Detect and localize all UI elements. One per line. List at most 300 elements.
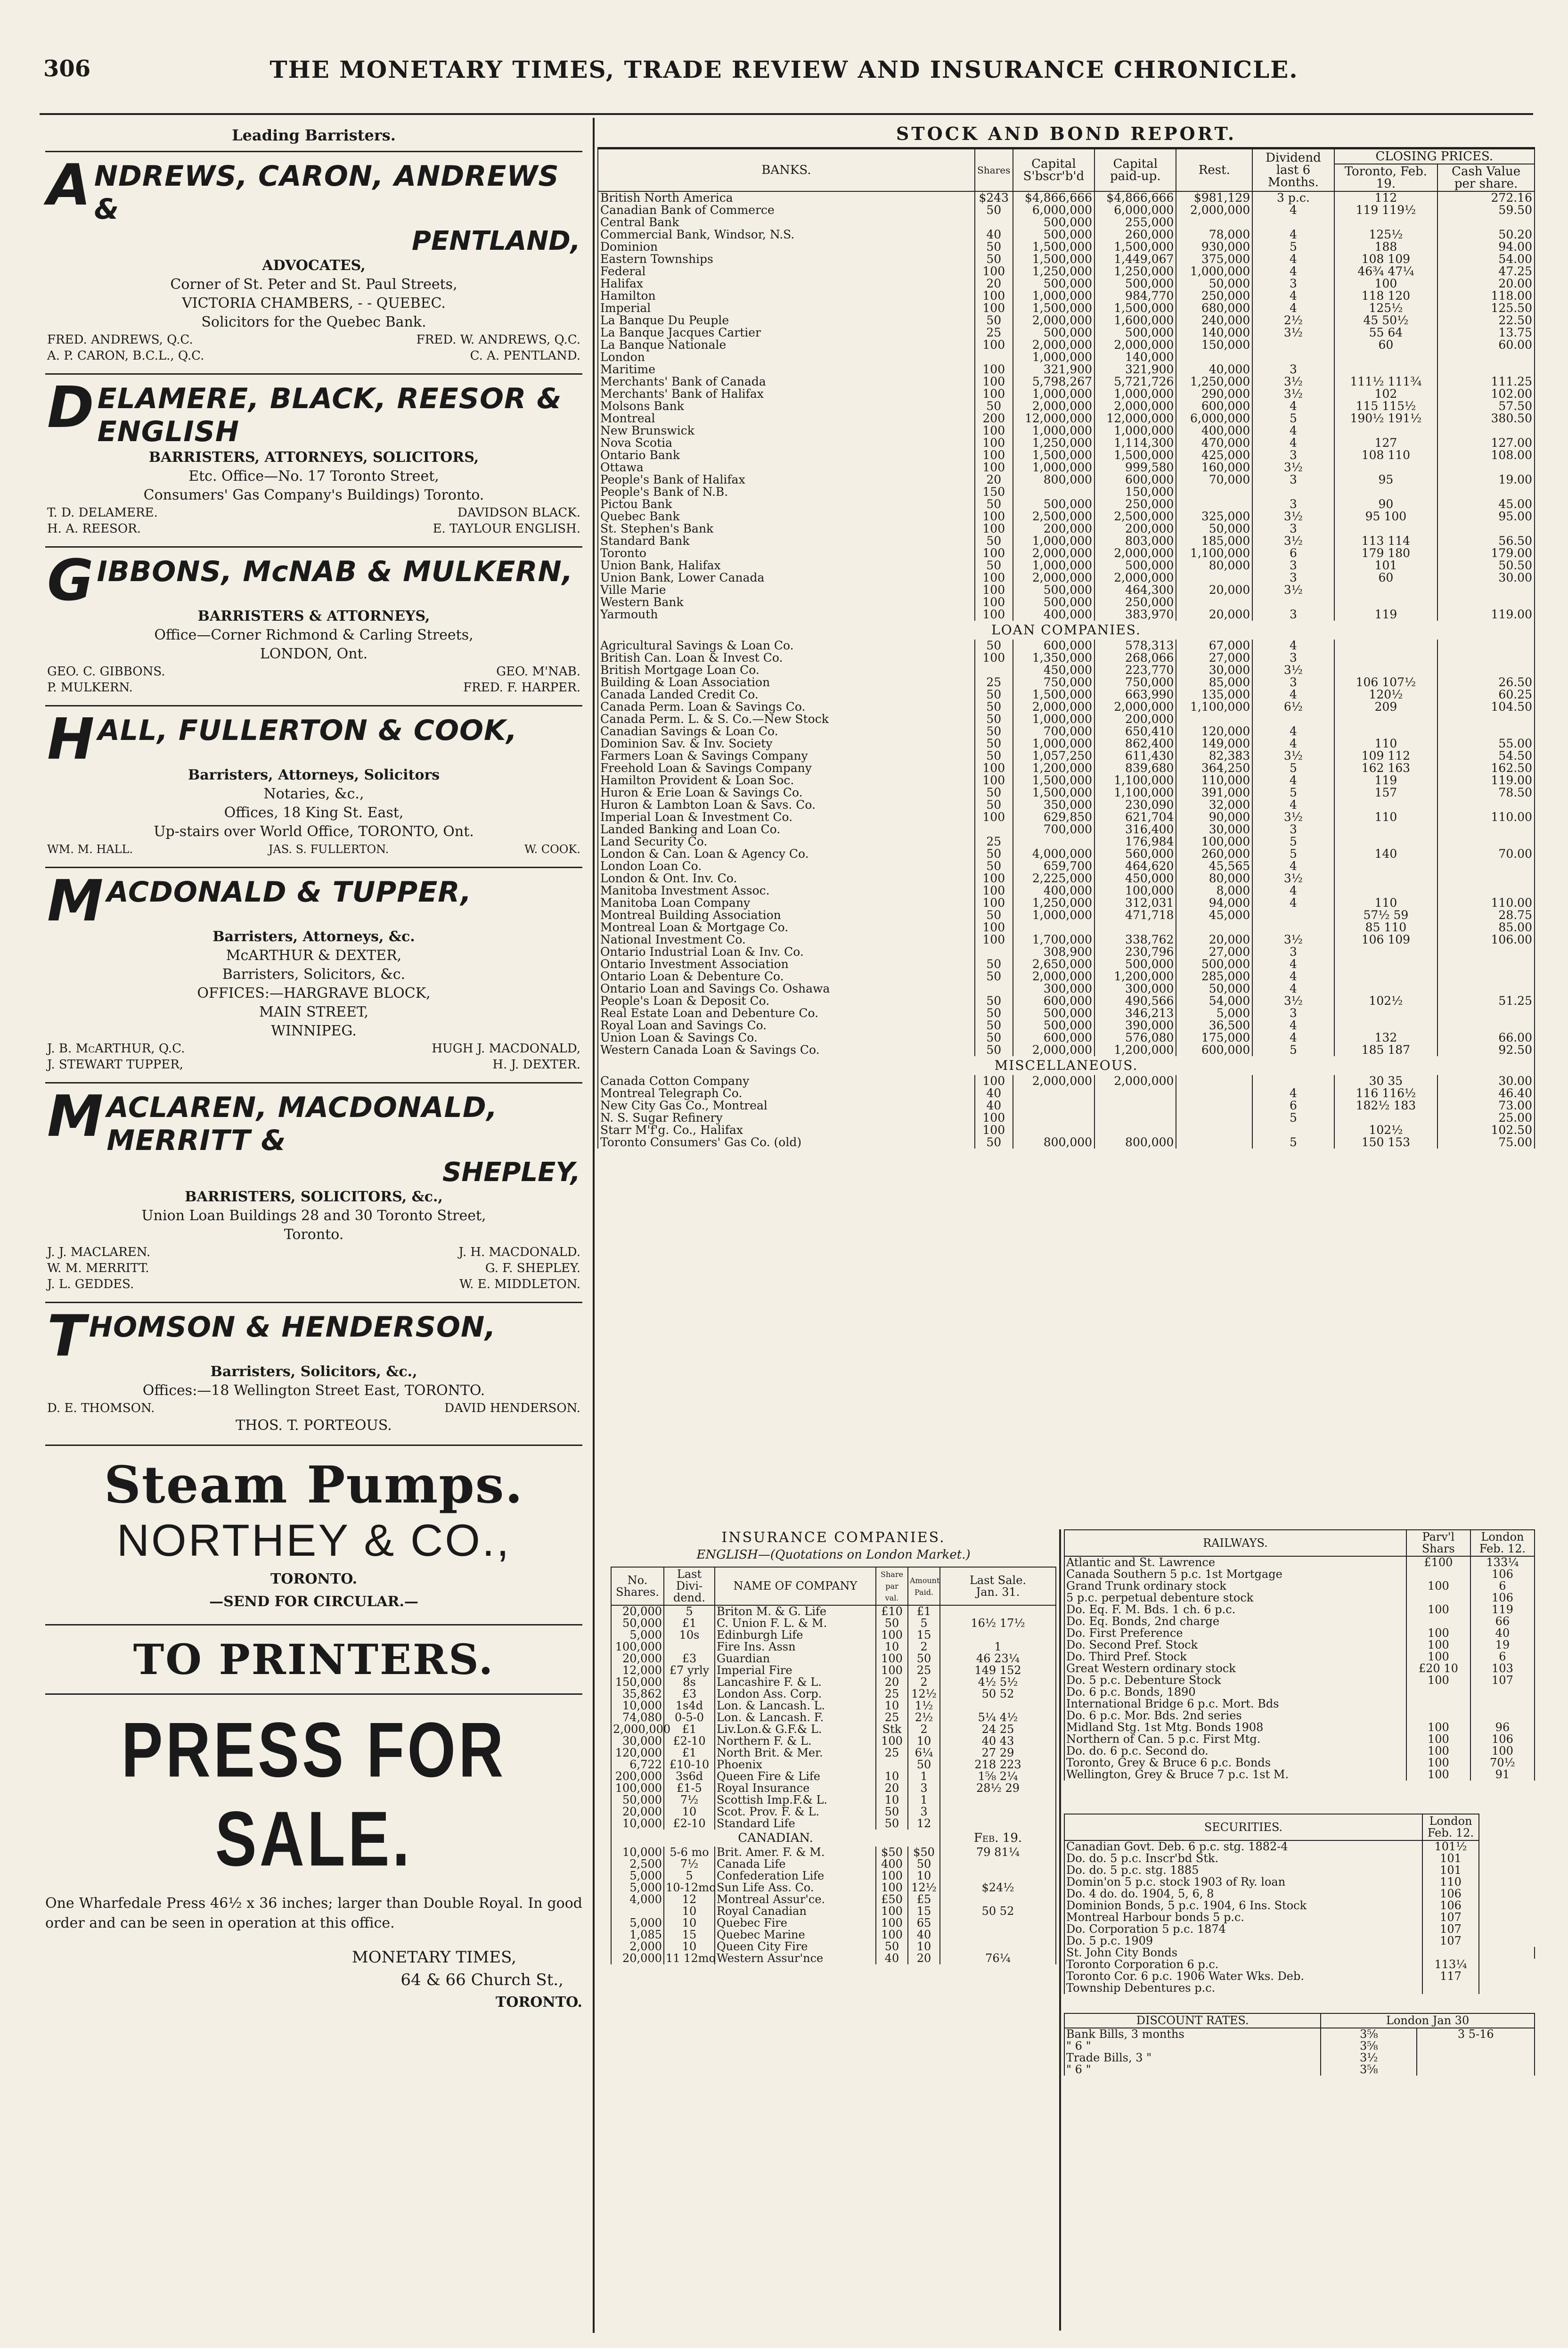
table-cell: 2,000,000 (1094, 339, 1176, 351)
table-cell: 364,250 (1176, 762, 1252, 774)
table-cell: 6 (1470, 1651, 1535, 1663)
table-cell: 250,000 (1176, 290, 1252, 302)
table-cell: £1 (664, 1617, 715, 1629)
table-row (1064, 1900, 1535, 1912)
table-cell: Do. do. 6 p.c. Second do. (1064, 1745, 1406, 1757)
table-cell: 133¼ (1470, 1556, 1535, 1568)
table-cell: 2,000,000 (1094, 701, 1176, 713)
firm-name-rest: ACDONALD & TUPPER, (106, 876, 472, 909)
table-cell: 132 (1334, 1032, 1438, 1044)
table-cell: Molsons Bank (598, 400, 975, 412)
table-cell: 100 (975, 934, 1013, 946)
table-cell: 500,000 (1013, 216, 1094, 229)
table-cell: 27 29 (940, 1747, 1056, 1759)
table-cell: 1,500,000 (1013, 774, 1094, 787)
table-cell (975, 823, 1013, 836)
firm-name-rest: IBBONS, McNAB & MULKERN, (97, 555, 573, 588)
table-cell (1252, 909, 1334, 921)
table-cell: £3 (664, 1688, 715, 1700)
table-row (611, 1676, 1056, 1688)
table-cell: 50 (975, 1032, 1013, 1044)
table-cell: 300,000 (1094, 983, 1176, 995)
table-cell: 20 (975, 474, 1013, 486)
table-cell (1334, 983, 1438, 995)
table-cell: 50 (975, 241, 1013, 253)
table-cell: 40 (975, 229, 1013, 241)
table-cell: 500,000 (1013, 596, 1094, 608)
table-cell (1013, 836, 1094, 848)
table-cell: 1 (940, 1641, 1056, 1653)
table-cell: Merchants' Bank of Canada (598, 376, 975, 388)
partner-name: J. J. MACLAREN. (47, 1245, 151, 1259)
col-last-sale (940, 1567, 1056, 1605)
table-cell: 1 (908, 1771, 940, 1782)
table-cell: 600,000 (1094, 474, 1176, 486)
table-cell: 10,000 (611, 1700, 664, 1712)
partner-name: D. E. THOMSON. (47, 1401, 155, 1415)
table-cell: 2,000,000 (1013, 339, 1094, 351)
table-cell: 50.50 (1437, 559, 1535, 572)
table-cell: 4 (1252, 204, 1334, 216)
table-cell: 100 (1406, 1769, 1470, 1781)
table-cell: 50.20 (1437, 229, 1535, 241)
table-cell: 4 (1252, 725, 1334, 738)
railways-securities-discount (1064, 1529, 1535, 2076)
table-cell: 179.00 (1437, 547, 1535, 559)
table-cell: 450,000 (1094, 872, 1176, 885)
table-cell: 200,000 (1013, 523, 1094, 535)
table-cell: London & Ont. Inv. Co. (598, 872, 975, 885)
col-last-sale-label: Last Sale. (969, 1573, 1027, 1587)
table-cell: Do. Second Pref. Stock (1064, 1639, 1406, 1651)
table-cell (1422, 1947, 1479, 1959)
table-cell: 162 163 (1334, 762, 1438, 774)
table-cell: 316,400 (1094, 823, 1176, 836)
table-cell: 6 (1470, 1580, 1535, 1592)
table-cell (1334, 958, 1438, 970)
col-railways: RAILWAYS. (1064, 1530, 1406, 1556)
table-cell (940, 1794, 1056, 1806)
table-row (598, 461, 1535, 474)
table-row (611, 1617, 1056, 1629)
table-cell: 5 (1252, 1112, 1334, 1124)
table-row (611, 1905, 1056, 1917)
table-cell: Quebec Marine (715, 1929, 876, 1941)
table-cell: 113 114 (1334, 535, 1438, 547)
table-cell: Western Bank (598, 596, 975, 608)
table-row (611, 1847, 1056, 1858)
table-cell: 10 (664, 1917, 715, 1929)
table-cell: Starr M'f'g. Co., Halifax (598, 1124, 975, 1136)
table-cell: 6,722 (611, 1759, 664, 1771)
table-cell (1437, 664, 1535, 676)
table-cell: Atlantic and St. Lawrence (1064, 1556, 1406, 1568)
table-cell: 2,000,000 (611, 1724, 664, 1735)
table-cell: 50 (975, 400, 1013, 412)
table-cell: 60.00 (1437, 339, 1535, 351)
table-cell (1406, 1616, 1470, 1627)
table-cell: N. S. Sugar Refinery (598, 1112, 975, 1124)
table-row (1064, 1745, 1535, 1757)
table-cell: " 6 " (1064, 2064, 1321, 2076)
stock-report-title: STOCK AND BOND REPORT. (597, 121, 1535, 148)
table-cell (1252, 921, 1334, 934)
table-cell: 50 (975, 860, 1013, 872)
table-cell (1437, 351, 1535, 363)
table-cell: Lon. & Lancash. L. (715, 1700, 876, 1712)
table-cell: 1,250,000 (1176, 376, 1252, 388)
table-cell: Fire Ins. Assn (715, 1641, 876, 1653)
table-cell: 3 (1252, 449, 1334, 461)
table-cell (1437, 425, 1535, 437)
table-cell: 149,000 (1176, 738, 1252, 750)
table-cell: 100 (1334, 278, 1438, 290)
card-line: Barristers, Solicitors, &c., (210, 1363, 417, 1380)
table-cell: 113¼ (1422, 1959, 1479, 1970)
table-cell: 308,900 (1013, 946, 1094, 958)
table-row (611, 1735, 1056, 1747)
table-row (598, 608, 1535, 621)
table-cell: 50,000 (1176, 983, 1252, 995)
table-cell: 47.25 (1437, 265, 1535, 278)
table-cell: 2,000,000 (1176, 204, 1252, 216)
table-row (611, 1782, 1056, 1794)
table-cell: 20 (876, 1676, 908, 1688)
table-cell: 663,990 (1094, 689, 1176, 701)
table-cell: Canadian Savings & Loan Co. (598, 725, 975, 738)
table-cell (1437, 836, 1535, 848)
table-cell: Imperial Loan & Investment Co. (598, 811, 975, 823)
table-cell: 3½ (1252, 664, 1334, 676)
section-row (598, 1056, 1535, 1075)
table-cell: 50 (908, 1759, 940, 1771)
table-cell: 1,350,000 (1013, 652, 1094, 664)
table-cell: 104.50 (1437, 701, 1535, 713)
firm-name-initial: M (47, 869, 104, 934)
table-cell: St. Stephen's Bank (598, 523, 975, 535)
firm-name-line2: SHEPLEY, (442, 1157, 580, 1188)
table-cell: 36,500 (1176, 1019, 1252, 1032)
table-cell: 100 (1470, 1745, 1535, 1757)
table-cell: Lancashire F. & L. (715, 1676, 876, 1688)
table-cell: 106.00 (1437, 934, 1535, 946)
table-cell (1437, 725, 1535, 738)
table-cell: 1,100,000 (1176, 701, 1252, 713)
table-row (1064, 1970, 1535, 1982)
table-cell (940, 1605, 1056, 1617)
table-row (1064, 1627, 1535, 1639)
table-cell: 100 (975, 584, 1013, 596)
table-cell: 2,000,000 (1013, 701, 1094, 713)
table-row (1064, 1733, 1535, 1745)
table-row (598, 559, 1535, 572)
table-cell: Royal Insurance (715, 1782, 876, 1794)
table-row (1064, 1604, 1535, 1616)
table-cell: Confederation Life (715, 1870, 876, 1882)
table-row (611, 1794, 1056, 1806)
table-cell: 12,000 (611, 1665, 664, 1676)
table-cell (1437, 461, 1535, 474)
table-cell: 20 (908, 1953, 940, 1964)
table-cell: 15 (908, 1905, 940, 1917)
table-cell: 218 223 (940, 1759, 1056, 1771)
table-cell: 100 (1406, 1757, 1470, 1769)
table-cell: 6,000,000 (1013, 204, 1094, 216)
table-cell: £20 10 (1406, 1663, 1470, 1675)
table-cell: 3 (1252, 608, 1334, 621)
table-cell: Ville Marie (598, 584, 975, 596)
table-cell (1437, 970, 1535, 983)
table-cell: Dominion Bonds, 5 p.c. 1904, 6 Ins. Stock (1064, 1900, 1422, 1912)
table-cell: Scot. Prov. F. & L. (715, 1806, 876, 1818)
table-cell: 3s6d (664, 1771, 715, 1782)
table-cell: 50 (975, 559, 1013, 572)
table-cell: £1 (664, 1747, 715, 1759)
table-row (611, 1882, 1056, 1894)
table-row (598, 425, 1535, 437)
table-cell: 50 (975, 253, 1013, 265)
table-row (598, 738, 1535, 750)
table-cell: Briton M. & G. Life (715, 1605, 876, 1617)
section-row (598, 621, 1535, 640)
card-extra: THOS. T. PORTEOUS. (236, 1417, 392, 1434)
table-cell: 100 (975, 921, 1013, 934)
partner-name: HUGH J. MACDONALD, (432, 1042, 580, 1056)
table-cell: 102½ (1334, 995, 1438, 1007)
table-cell (1334, 596, 1438, 608)
card-line: Consumers' Gas Company's Buildings) Toronto. (143, 487, 484, 503)
table-cell (1094, 921, 1176, 934)
table-cell: 470,000 (1176, 437, 1252, 449)
partner-name: GEO. C. GIBBONS. (47, 665, 165, 679)
card-line: Barristers, Attorneys, &c. (212, 928, 415, 945)
partner-row (47, 1400, 580, 1416)
table-row (611, 1665, 1056, 1676)
table-cell: 1,100,000 (1176, 547, 1252, 559)
ad-note: —SEND FOR CIRCULAR.— (209, 1593, 418, 1610)
table-cell: 90 (1334, 498, 1438, 510)
table-cell: 3 (1252, 559, 1334, 572)
table-cell (940, 1806, 1056, 1818)
table-cell: 60 (1334, 572, 1438, 584)
table-cell: 50 (876, 1941, 908, 1953)
partner-name: W. M. MERRITT. (47, 1261, 149, 1275)
table-cell (1437, 640, 1535, 652)
table-cell: 3½ (1252, 584, 1334, 596)
partner-name: P. MULKERN. (47, 681, 133, 695)
table-cell: 60 (1334, 339, 1438, 351)
table-cell: 100 (975, 1075, 1013, 1087)
table-cell: 4 (1252, 885, 1334, 897)
table-cell: Union Loan & Savings Co. (598, 1032, 975, 1044)
table-cell: 2 (908, 1676, 940, 1688)
table-cell: 1,100,000 (1094, 787, 1176, 799)
table-cell (1334, 872, 1438, 885)
table-cell: $50 (908, 1847, 940, 1858)
table-cell: 25 (876, 1712, 908, 1724)
table-cell: 140 (1334, 848, 1438, 860)
firm-name (47, 1304, 580, 1369)
table-cell: Queen City Fire (715, 1941, 876, 1953)
table-cell (1479, 1947, 1535, 1959)
partner-row (47, 332, 580, 348)
table-cell: 4 (1252, 302, 1334, 314)
table-cell: 4 (1252, 290, 1334, 302)
partner-name: J. STEWART TUPPER, (47, 1058, 184, 1072)
table-cell: 5¼ 4½ (940, 1712, 1056, 1724)
table-cell: 106 109 (1334, 934, 1438, 946)
table-cell: 101 (1422, 1864, 1479, 1876)
table-cell (1334, 1019, 1438, 1032)
table-cell: International Bridge 6 p.c. Mort. Bds (1064, 1698, 1406, 1710)
table-cell (940, 1870, 1056, 1882)
table-cell: Ontario Bank (598, 449, 975, 461)
table-row (598, 848, 1535, 860)
table-cell: Maritime (598, 363, 975, 376)
table-cell: Do. do. 5 p.c. stg. 1885 (1064, 1864, 1422, 1876)
table-cell: 50 (975, 909, 1013, 921)
table-cell (940, 1858, 1056, 1870)
table-row (611, 1605, 1056, 1617)
table-cell: 25.00 (1437, 1112, 1535, 1124)
table-cell: 1,000,000 (1013, 909, 1094, 921)
table-cell: 82,383 (1176, 750, 1252, 762)
table-cell: 10 (908, 1735, 940, 1747)
table-cell: 4 (1252, 970, 1334, 983)
table-cell: 50,000 (1176, 278, 1252, 290)
firm-name-rest: ELAMERE, BLACK, REESOR & ENGLISH (97, 382, 562, 448)
table-cell: 350,000 (1013, 799, 1094, 811)
table-row (1064, 2052, 1535, 2064)
table-cell: 10,000 (611, 1818, 664, 1830)
table-cell: 100 (975, 339, 1013, 351)
table-cell: 74,080 (611, 1712, 664, 1724)
table-cell (1334, 640, 1438, 652)
table-cell: 5,000 (611, 1629, 664, 1641)
table-cell: 19.00 (1437, 474, 1535, 486)
table-cell (1094, 1124, 1176, 1136)
table-cell: 100 (975, 1112, 1013, 1124)
table-cell: 2,000,000 (1094, 547, 1176, 559)
table-cell: Toronto Cor. 6 p.c. 1906 Water Wks. Deb. (1064, 1970, 1422, 1982)
table-cell: 3 (1252, 676, 1334, 689)
table-cell (1252, 339, 1334, 351)
table-row (598, 897, 1535, 909)
table-cell: 20,000 (611, 1806, 664, 1818)
table-cell: Ontario Industrial Loan & Inv. Co. (598, 946, 975, 958)
table-cell: 375,000 (1176, 253, 1252, 265)
table-cell (1094, 1087, 1176, 1100)
partner-name: G. F. SHEPLEY. (485, 1261, 580, 1275)
table-cell: 1,500,000 (1094, 302, 1176, 314)
table-cell: 78,000 (1176, 229, 1252, 241)
table-row (598, 265, 1535, 278)
table-cell: 135,000 (1176, 689, 1252, 701)
table-cell: Canadian Govt. Deb. 6 p.c. stg. 1882-4 (1064, 1840, 1422, 1853)
table-cell: 984,770 (1094, 290, 1176, 302)
insurance-companies (611, 1529, 1056, 1964)
table-cell: 1,100,000 (1094, 774, 1176, 787)
table-row (598, 204, 1535, 216)
table-cell: Eastern Townships (598, 253, 975, 265)
table-cell: 50 (975, 738, 1013, 750)
table-cell: 1,500,000 (1013, 302, 1094, 314)
ad-firm: NORTHEY & CO., (116, 1515, 511, 1566)
table-cell (1422, 1982, 1479, 1994)
table-cell: 400,000 (1176, 425, 1252, 437)
table-cell: £100 (1406, 1556, 1470, 1568)
table-cell: 500,000 (1013, 278, 1094, 290)
page-header (0, 56, 1568, 93)
table-cell: 5 (1252, 412, 1334, 425)
table-cell: 100 (1406, 1639, 1470, 1651)
table-cell: 110 (1334, 738, 1438, 750)
table-cell: 600,000 (1013, 1032, 1094, 1044)
table-cell: 312,031 (1094, 897, 1176, 909)
insurance-title: INSURANCE COMPANIES. (721, 1529, 946, 1546)
table-cell: 10 (664, 1905, 715, 1917)
table-cell: 60.25 (1437, 689, 1535, 701)
card-line: BARRISTERS & ATTORNEYS, (197, 608, 430, 624)
table-cell: 4 (1252, 738, 1334, 750)
table-cell: 100 (975, 897, 1013, 909)
table-row (598, 774, 1535, 787)
table-row (611, 1818, 1056, 1830)
table-cell (1470, 1686, 1535, 1698)
table-cell: 50 (975, 535, 1013, 547)
table-cell: 1,000,000 (1176, 265, 1252, 278)
table-cell: 4 (1252, 400, 1334, 412)
lower-tables (611, 1529, 1535, 2331)
table-cell: 700,000 (1013, 823, 1094, 836)
table-cell: 50 52 (940, 1688, 1056, 1700)
table-cell (1437, 1007, 1535, 1019)
table-row (598, 523, 1535, 535)
table-cell: 25 (975, 327, 1013, 339)
table-cell: Do. 5 p.c. 1909 (1064, 1935, 1422, 1947)
table-cell: 13.75 (1437, 327, 1535, 339)
table-cell: 2,000,000 (1013, 572, 1094, 584)
table-row (598, 664, 1535, 676)
table-cell: 400 (876, 1858, 908, 1870)
table-cell: 30,000 (1176, 823, 1252, 836)
table-cell: Toronto Consumers' Gas Co. (old) (598, 1136, 975, 1149)
table-cell: 110.00 (1437, 811, 1535, 823)
table-cell: 621,704 (1094, 811, 1176, 823)
table-cell: Central Bank (598, 216, 975, 229)
table-cell: 16½ 17½ (940, 1617, 1056, 1629)
table-cell: 85.00 (1437, 921, 1535, 934)
table-cell: £1-5 (664, 1782, 715, 1794)
table-row (598, 1044, 1535, 1056)
table-cell: 100 (975, 523, 1013, 535)
table-cell: 100 (876, 1629, 908, 1641)
table-cell: 119.00 (1437, 608, 1535, 621)
table-cell: 2,000,000 (1094, 572, 1176, 584)
table-cell: 240,000 (1176, 314, 1252, 327)
table-cell: 578,313 (1094, 640, 1176, 652)
table-cell: 2,000,000 (1013, 1075, 1094, 1087)
table-cell: 50 (975, 314, 1013, 327)
table-cell: 101 (1334, 559, 1438, 572)
table-row (598, 701, 1535, 713)
card-line: Union Loan Buildings 28 and 30 Toronto Street, (141, 1207, 486, 1224)
table-cell: 45.00 (1437, 498, 1535, 510)
table-cell: 19 (1470, 1639, 1535, 1651)
table-cell: 66 (1470, 1616, 1535, 1627)
table-cell (1176, 921, 1252, 934)
ad-body: One Wharfedale Press 46½ x 36 inches; larger than Double Royal. In good order and can be seen in operation at this office. (45, 1895, 582, 1931)
